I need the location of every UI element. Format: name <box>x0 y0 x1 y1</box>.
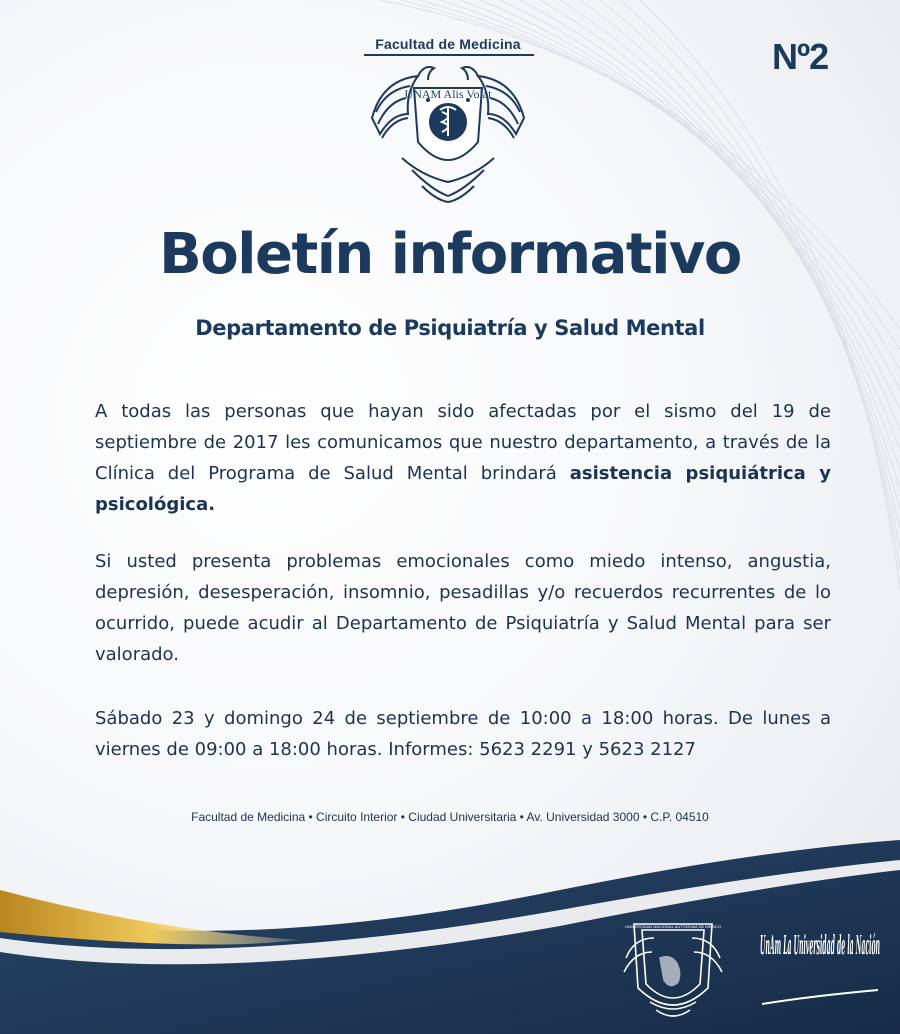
department-subtitle: Departamento de Psiquiatría y Salud Mental <box>195 316 705 340</box>
logo-text: UnAm La Universidad de la Nación <box>760 931 880 961</box>
announcement-paragraph <box>95 396 831 520</box>
unam-seal-icon <box>620 918 726 1022</box>
symptoms-paragraph: Si usted presenta problemas emocionales como miedo intenso, angustia, depresión, desesperación, insomnio, pesadillas y/o recuerdos recurrentes de lo ocurrido, puede acudir al Departamento de Psiquiatría y Salud Mental para ser valorado. <box>95 551 831 665</box>
unam-logo-icon <box>752 916 888 1016</box>
faculty-label: Facultad de Medicina <box>375 36 521 52</box>
schedule-paragraph: Sábado 23 y domingo 24 de septiembre de 10:00 a 18:00 horas. De lunes a viernes de 09:00 a 18:00 horas. Informes: 5623 2291 y 5623 2127 <box>95 708 831 760</box>
emblem-text: UNAM Alis Volat <box>404 87 492 101</box>
announcement-text: A todas las personas que hayan sido afectadas por el sismo del 19 de septiembre de 2017 les comunicamos que nuestro departamento, a través de la Clínica del Programa de Salud Mental brindará <box>95 401 831 484</box>
faculty-rule <box>364 54 534 56</box>
faculty-emblem-icon <box>362 58 534 206</box>
seal-text: UNIVERSIDAD NACIONAL AUTÓNOMA DE MÉXICO <box>624 924 722 929</box>
issue-number: Nº2 <box>772 36 829 77</box>
assistance-highlight: asistencia psiquiátrica y psicológica. <box>95 463 831 515</box>
footer-address: Facultad de Medicina • Circuito Interior • Ciudad Universitaria • Av. Universidad 3000 • C.P. 04510 <box>191 810 709 824</box>
bulletin-title: Boletín informativo <box>159 222 741 287</box>
